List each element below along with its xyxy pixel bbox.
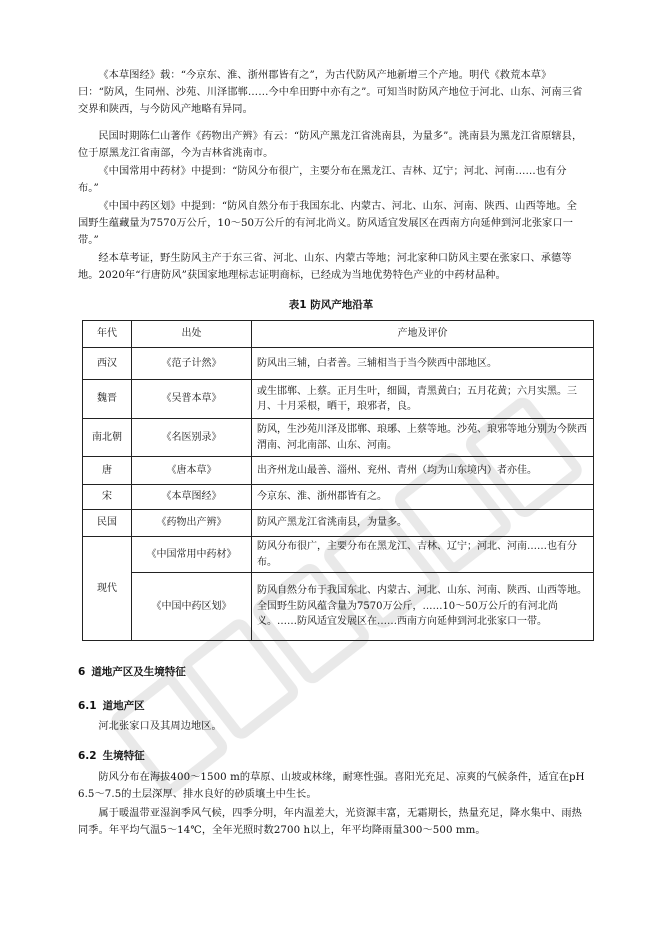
section-6-1-body: 河北张家口及其周边地区。 bbox=[98, 721, 222, 732]
table-row bbox=[83, 419, 594, 457]
paragraph-1: 《本草图经》载：“今京东、淮、浙州郡皆有之”，为古代防风产地新增三个产地。明代《救荒本草》曰：“防风，生同州、沙苑、川泽邯郸……今中牟田野中亦有之”。可知当时防风产地位于河北、山东、河南三省交界和陕西，与今防风产地略有异同。 bbox=[78, 70, 583, 115]
history-table bbox=[82, 320, 594, 641]
cell-text: 防风出三辅，白者善。三辅相当于当今陕西中部地区。 bbox=[252, 348, 594, 380]
cell-text: 防风，生沙苑川泽及邯郸、琅琊、上蔡等地。沙苑、琅邪等地分别为今陕西渭南、河北南部、山东、河南。 bbox=[252, 419, 594, 457]
paragraph-4: 《中国中药区划》中提到：“防风自然分布于我国东北、内蒙古、河北、山东、河南、陕西、山西等地。全国野生蕴藏量为7570万公斤，10～50万公斤的有河北尚义。防风适宜发展区在西南方向延伸到河北张家口一带。” bbox=[78, 201, 577, 246]
section-title: 道地产区及生境特征 bbox=[91, 666, 186, 678]
section-title: 道地产区 bbox=[102, 700, 145, 712]
section-6-2-body-1: 防风分布在海拔400～1500 m的草原、山坡或林缘，耐寒性强。喜阳光充足、凉爽的气候条件，适宜在pH 6.5～7.5的土层深厚、排水良好的砂质壤土中生长。 bbox=[78, 772, 585, 800]
cell-text: 防风产黑龙江省洮南县，为量多。 bbox=[252, 510, 594, 537]
section-title: 生境特征 bbox=[102, 750, 145, 762]
cell-source: 《范子计然》 bbox=[132, 348, 252, 380]
cell-source: 《中国常用中药材》 bbox=[132, 537, 252, 573]
paragraph-3: 《中国常用中药材》中提到：“防风分布很广，主要分布在黑龙江、吉林、辽宁；河北、河南……也有分布。” bbox=[78, 166, 567, 194]
cell-text: 防风自然分布于我国东北、内蒙古、河北、山东、河南、陕西、山西等地。全国野生防风蕴含量为7570万公斤，……10～50万公斤的有河北尚义。……防风适宜发展区在……西南方向延伸到河北张家口一带。 bbox=[252, 573, 594, 641]
cell-source: 《本草图经》 bbox=[132, 485, 252, 510]
table-title: 表1 防风产地沿革 bbox=[288, 299, 374, 311]
section-6-heading bbox=[78, 664, 186, 679]
table-row bbox=[83, 380, 594, 419]
section-number: 6.2 bbox=[78, 750, 97, 762]
table-row bbox=[83, 457, 594, 485]
cell-era: 现代 bbox=[83, 537, 132, 641]
cell-era: 西汉 bbox=[83, 348, 132, 380]
cell-text: 或生邯郸、上蔡。正月生叶，细圆，青黑黄白；五月花黄；六月实黑。三月、十月采根，晒干，琅邪者，良。 bbox=[252, 380, 594, 419]
section-6-2-heading bbox=[78, 748, 145, 763]
paragraph-5: 经本草考证，野生防风主产于东三省、河北、山东、内蒙古等地；河北家种口防风主要在张家口、承德等地。2020年“行唐防风”获国家地理标志证明商标，已经成为当地优势特色产业的中药材品种。 bbox=[78, 253, 572, 281]
table-row bbox=[83, 485, 594, 510]
table-row bbox=[83, 537, 594, 573]
cell-source: 《名医别录》 bbox=[132, 419, 252, 457]
cell-era: 南北朝 bbox=[83, 419, 132, 457]
section-number: 6 bbox=[78, 666, 86, 678]
paragraph-2: 民国时期陈仁山著作《药物出产辨》有云：“防风产黑龙江省洮南县，为量多”。洮南县为黑龙江省原辖县，位于原黑龙江省南部，今为吉林省洮南市。 bbox=[78, 131, 583, 159]
table-header-row bbox=[83, 321, 594, 348]
cell-source: 《吴普本草》 bbox=[132, 380, 252, 419]
section-6-1-heading bbox=[78, 698, 145, 713]
cell-text: 今京东、淮、浙州郡皆有之。 bbox=[252, 485, 594, 510]
cell-source: 《中国中药区划》 bbox=[132, 573, 252, 641]
cell-era: 唐 bbox=[83, 457, 132, 485]
cell-text: 防风分布很广，主要分布在黑龙江、吉林、辽宁；河北、河南……也有分布。 bbox=[252, 537, 594, 573]
cell-source: 《药物出产辨》 bbox=[132, 510, 252, 537]
section-number: 6.1 bbox=[78, 700, 97, 712]
cell-era: 民国 bbox=[83, 510, 132, 537]
table-row bbox=[83, 573, 594, 641]
cell-era: 魏晋 bbox=[83, 380, 132, 419]
header-source: 出处 bbox=[132, 321, 252, 348]
section-6-2-body-2: 属于暖温带亚湿润季风气候，四季分明，年内温差大，光资源丰富，无霜期长，热量充足，降水集中、雨热同季。年平均气温5～14℃，全年光照时数2700 h以上，年平均降雨量300～500 mm。 bbox=[78, 808, 582, 836]
cell-source: 《唐本草》 bbox=[132, 457, 252, 485]
cell-era: 宋 bbox=[83, 485, 132, 510]
header-text: 产地及评价 bbox=[252, 321, 594, 348]
header-era: 年代 bbox=[83, 321, 132, 348]
cell-text: 出齐州龙山最善、淄州、兖州、青州（均为山东境内）者亦佳。 bbox=[252, 457, 594, 485]
table-row bbox=[83, 510, 594, 537]
table-row bbox=[83, 348, 594, 380]
